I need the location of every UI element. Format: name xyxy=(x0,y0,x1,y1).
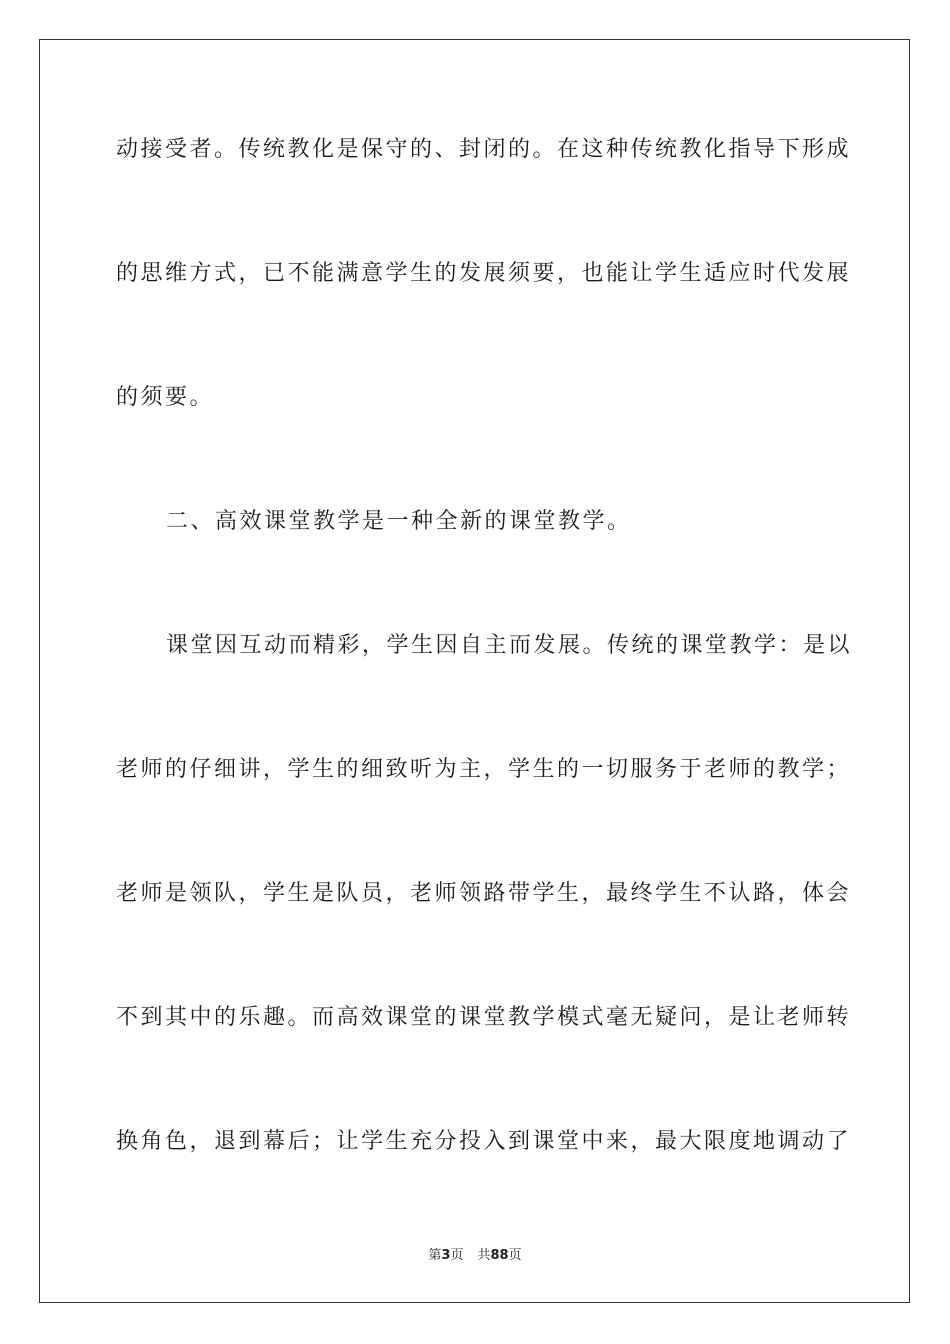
text-line-8: 不到其中的乐趣。而高效课堂的课堂教学模式毫无疑问，是让老师转 xyxy=(116,1005,852,1030)
total-prefix: 共 xyxy=(477,1248,491,1263)
text-line-6: 老师的仔细讲，学生的细致听为主，学生的一切服务于老师的教学； xyxy=(116,757,852,782)
page-suffix: 页 xyxy=(450,1248,464,1263)
text-line-1: 动接受者。传统教化是保守的、封闭的。在这种传统教化指导下形成 xyxy=(116,137,852,162)
page-prefix: 第 xyxy=(428,1248,442,1263)
section-heading: 二、高效课堂教学是一种全新的课堂教学。 xyxy=(166,509,632,534)
total-pages: 88 xyxy=(490,1248,509,1263)
text-line-5: 课堂因互动而精彩，学生因自主而发展。传统的课堂教学：是以 xyxy=(166,633,853,658)
text-line-7: 老师是领队，学生是队员，老师领路带学生，最终学生不认路，体会 xyxy=(116,881,852,906)
text-line-9: 换角色，退到幕后；让学生充分投入到课堂中来，最大限度地调动了 xyxy=(116,1129,852,1154)
text-line-2: 的思维方式，已不能满意学生的发展须要，也能让学生适应时代发展 xyxy=(116,261,852,286)
page-number: 3 xyxy=(441,1248,451,1263)
text-line-3: 的须要。 xyxy=(116,385,215,410)
page-border xyxy=(39,39,910,1303)
page-footer xyxy=(0,1248,950,1264)
total-suffix: 页 xyxy=(508,1248,522,1263)
